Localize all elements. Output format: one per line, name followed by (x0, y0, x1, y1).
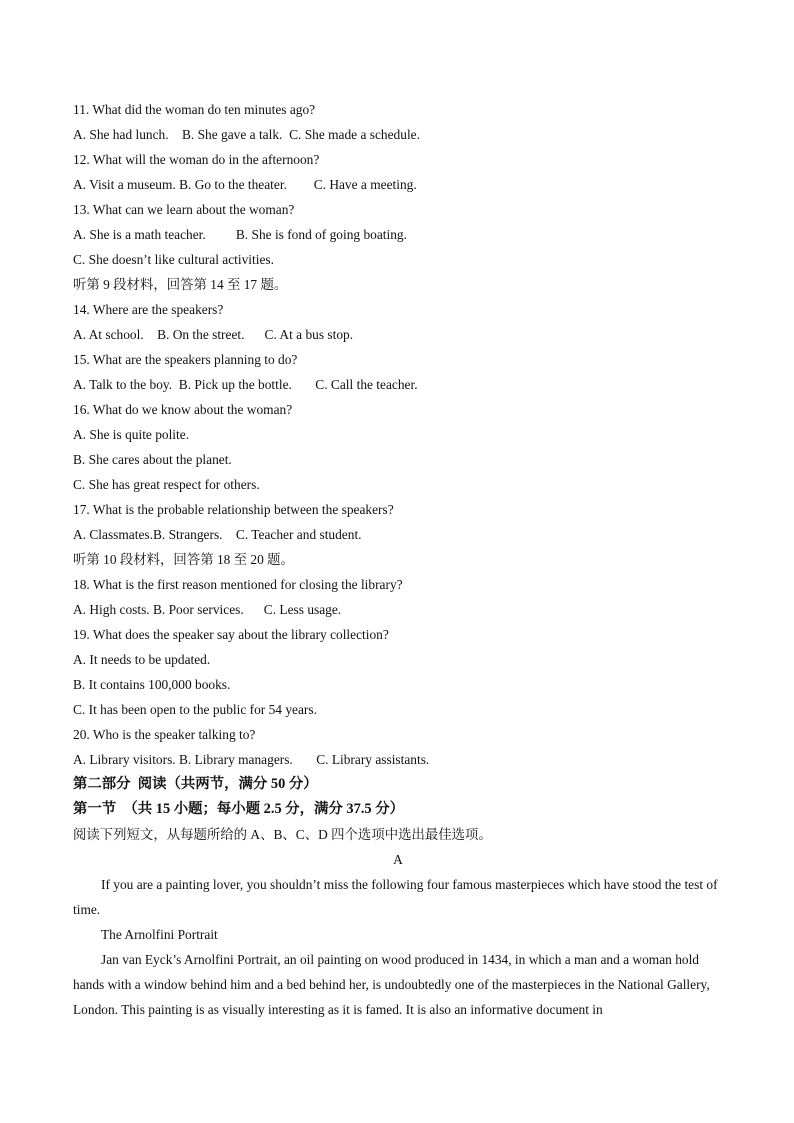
reading-instruction: 阅读下列短文，从每题所给的 A、B、C、D 四个选项中选出最佳选项。 (73, 827, 492, 842)
section-instruction-9: 听第 9 段材料，回答第 14 至 17 题。 (73, 277, 288, 292)
question-13: 13. What can we learn about the woman? (73, 202, 295, 217)
option-16-b: B. She cares about the planet. (73, 452, 232, 467)
section-instruction-10: 听第 10 段材料，回答第 18 至 20 题。 (73, 552, 294, 567)
question-14: 14. Where are the speakers? (73, 302, 224, 317)
question-18: 18. What is the first reason mentioned for closing the library? (73, 577, 403, 592)
section-one-heading: 第一节 （共 15 小题；每小题 2.5 分，满分 37.5 分） (73, 801, 404, 817)
option-16-a: A. She is quite polite. (73, 427, 190, 442)
page-content (73, 97, 723, 1022)
passage-label: A (393, 852, 403, 867)
question-12: 12. What will the woman do in the afternoon? (73, 152, 320, 167)
question-15: 15. What are the speakers planning to do? (73, 352, 298, 367)
question-17: 17. What is the probable relationship between the speakers? (73, 502, 394, 517)
question-11: 11. What did the woman do ten minutes ago? (73, 102, 316, 117)
options-18: A. High costs. B. Poor services. C. Less usage. (73, 602, 342, 617)
options-14: A. At school. B. On the street. C. At a bus stop. (73, 327, 354, 342)
option-19-b: B. It contains 100,000 books. (73, 677, 231, 692)
options-20: A. Library visitors. B. Library managers. C. Library assistants. (73, 752, 430, 767)
painting-title: The Arnolfini Portrait (101, 927, 218, 942)
options-17: A. Classmates.B. Strangers. C. Teacher and student. (73, 527, 362, 542)
options-11: A. She had lunch. B. She gave a talk. C. She made a schedule. (73, 127, 420, 142)
question-20: 20. Who is the speaker talking to? (73, 727, 256, 742)
question-16: 16. What do we know about the woman? (73, 402, 293, 417)
painting-paragraph: Jan van Eyck’s Arnolfini Portrait, an oil painting on wood produced in 1434, in which a man and a woman hold hands with a window behind him and a bed behind her, is undoubtedly one of the masterpieces in the National Gallery, London. This painting is as visually interesting as it is famed. It is also an informative document in (73, 952, 710, 1017)
options-15: A. Talk to the boy. B. Pick up the bottle. C. Call the teacher. (73, 377, 418, 392)
intro-paragraph: If you are a painting lover, you shouldn’t miss the following four famous masterpieces which have stood the test of time. (73, 877, 718, 917)
part-two-heading: 第二部分 阅读（共两节，满分 50 分） (73, 776, 318, 792)
option-19-a: A. It needs to be updated. (73, 652, 211, 667)
option-16-c: C. She has great respect for others. (73, 477, 260, 492)
options-13-ab: A. She is a math teacher. B. She is fond of going boating. (73, 227, 407, 242)
options-13-c: C. She doesn’t like cultural activities. (73, 252, 274, 267)
option-19-c: C. It has been open to the public for 54 years. (73, 702, 317, 717)
options-12: A. Visit a museum. B. Go to the theater. C. Have a meeting. (73, 177, 417, 192)
question-19: 19. What does the speaker say about the library collection? (73, 627, 389, 642)
